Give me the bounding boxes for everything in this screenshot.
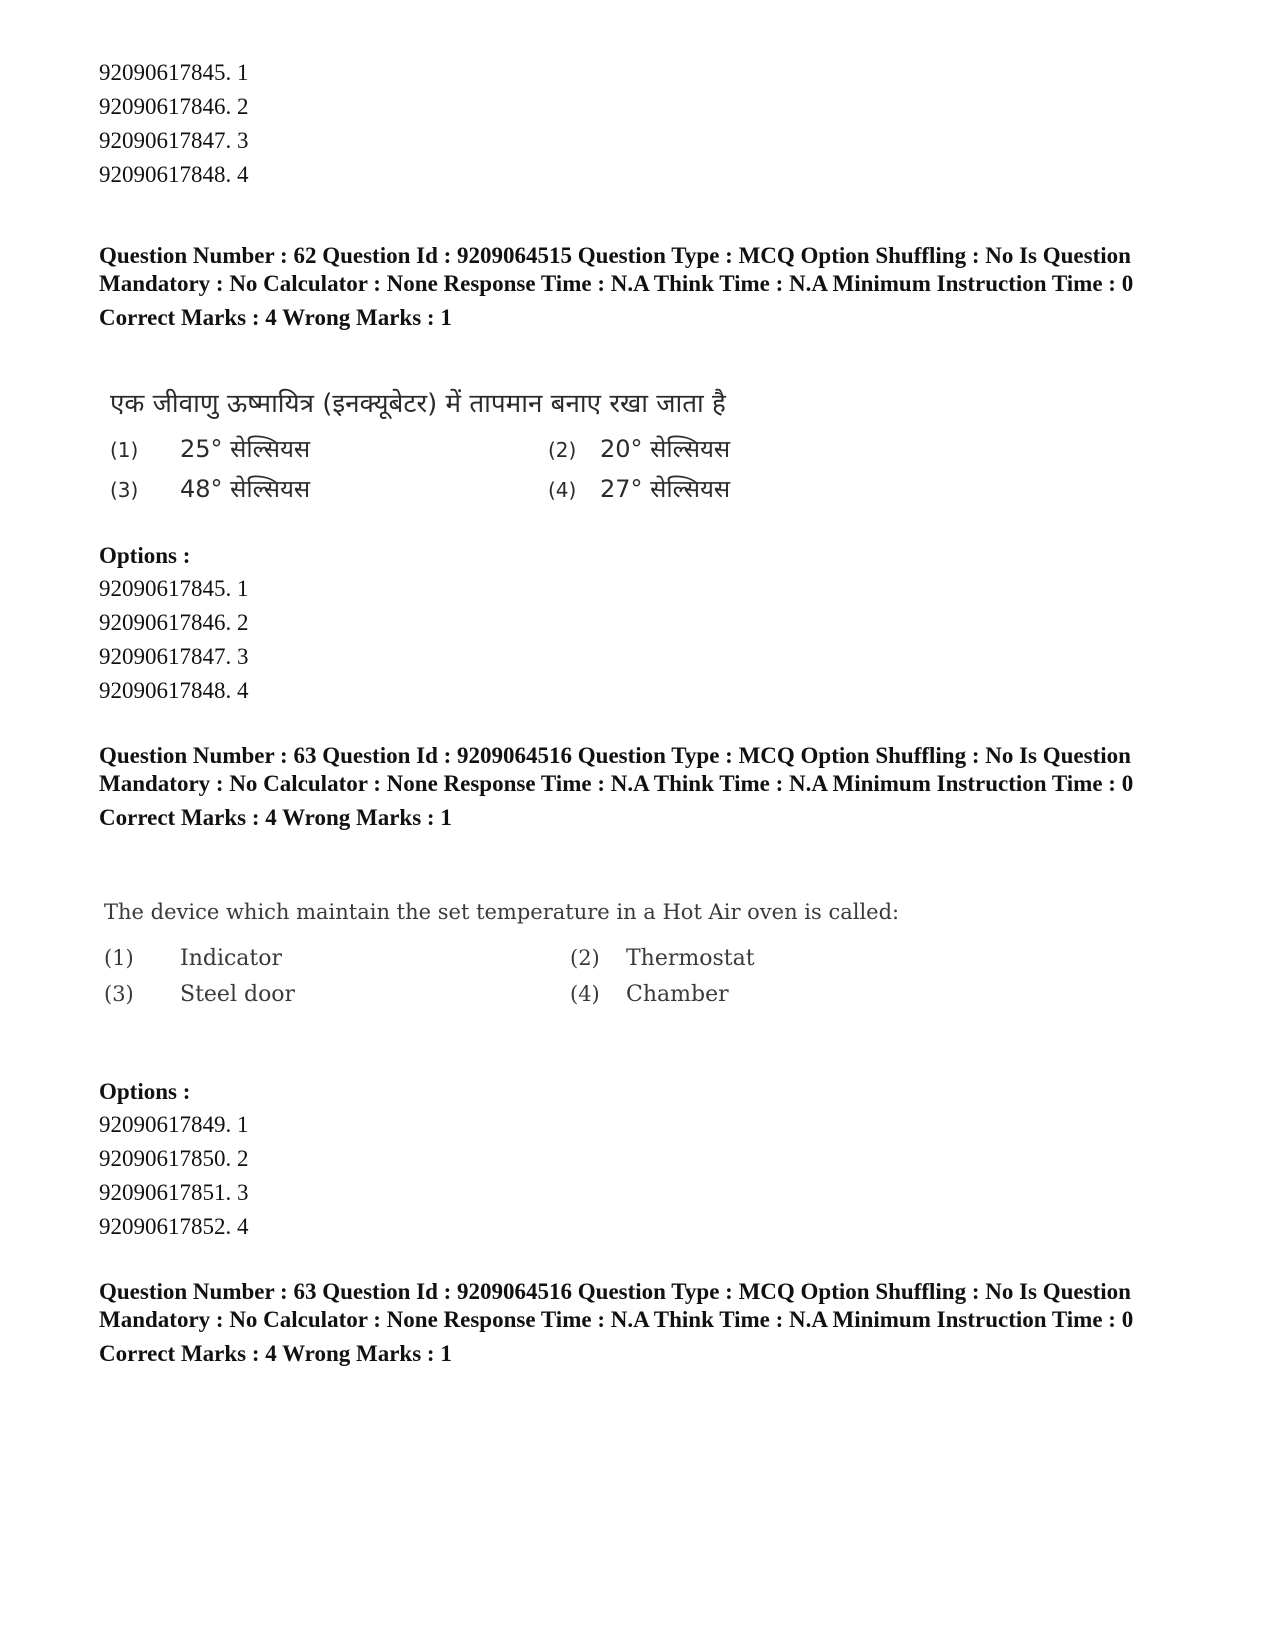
choice-text: Chamber: [626, 982, 729, 1007]
question-62-options: [99, 540, 1199, 708]
choice-number: (1): [110, 438, 139, 462]
question-meta: Question Number : 62 Question Id : 9209064515 Question Type : MCQ Option Shuffling : No Is Question Mandatory : No Calculator : None Response Time : N.A Think Time : N.A Minimum Instruction Time : 0: [99, 243, 1134, 296]
option-line: 92090617845. 1: [99, 576, 249, 601]
choice-text: 48° सेल्सियस: [180, 475, 311, 503]
option-line: 92090617847. 3: [99, 128, 249, 153]
question-62-image: [100, 380, 780, 530]
option-line: 92090617852. 4: [99, 1214, 249, 1239]
question-63-image: [100, 900, 900, 1020]
choice-text: Thermostat: [626, 946, 755, 971]
choice-number: (2): [570, 946, 600, 970]
choice-text: 25° सेल्सियस: [180, 435, 311, 463]
choice-text: 27° सेल्सियस: [600, 475, 731, 503]
choice-2: [548, 432, 730, 465]
question-meta: Question Number : 63 Question Id : 9209064516 Question Type : MCQ Option Shuffling : No Is Question Mandatory : No Calculator : None Response Time : N.A Think Time : N.A Minimum Instruction Time : 0: [99, 1279, 1134, 1332]
question-63-repeat-header: [99, 1278, 1199, 1368]
options-label: Options :: [99, 543, 191, 568]
question-meta: Question Number : 63 Question Id : 9209064516 Question Type : MCQ Option Shuffling : No Is Question Mandatory : No Calculator : None Response Time : N.A Think Time : N.A Minimum Instruction Time : 0: [99, 743, 1134, 796]
option-line: 92090617846. 2: [99, 610, 249, 635]
option-line: 92090617846. 2: [99, 94, 249, 119]
question-stem: The device which maintain the set temperature in a Hot Air oven is called:: [104, 900, 900, 924]
choice-number: (3): [104, 982, 134, 1006]
choice-4: [548, 472, 730, 505]
choice-text: Steel door: [180, 982, 296, 1007]
options-label: Options :: [99, 1079, 191, 1104]
choice-number: (4): [570, 982, 600, 1006]
choice-4: [570, 982, 729, 1007]
previous-options-list: [99, 56, 1199, 192]
choice-3: [110, 472, 310, 505]
choice-number: (1): [104, 946, 134, 970]
choice-2: [570, 946, 755, 971]
choice-number: (4): [548, 478, 577, 502]
choice-number: (3): [110, 478, 139, 502]
option-line: 92090617849. 1: [99, 1112, 249, 1137]
question-63-header: [99, 742, 1199, 832]
choice-number: (2): [548, 438, 577, 462]
choice-1: [104, 946, 282, 971]
option-line: 92090617847. 3: [99, 644, 249, 669]
option-line: 92090617845. 1: [99, 60, 249, 85]
option-line: 92090617848. 4: [99, 162, 249, 187]
question-62-header: [99, 242, 1199, 332]
question-marks: Correct Marks : 4 Wrong Marks : 1: [99, 1341, 452, 1366]
question-marks: Correct Marks : 4 Wrong Marks : 1: [99, 305, 452, 330]
question-stem: एक जीवाणु ऊष्मायित्र (इनक्यूबेटर) में तापमान बनाए रखा जाता है: [110, 389, 726, 419]
option-line: 92090617851. 3: [99, 1180, 249, 1205]
option-line: 92090617850. 2: [99, 1146, 249, 1171]
question-marks: Correct Marks : 4 Wrong Marks : 1: [99, 805, 452, 830]
choice-3: [104, 982, 295, 1007]
choice-text: 20° सेल्सियस: [600, 435, 731, 463]
choice-text: Indicator: [180, 946, 283, 971]
choice-1: [110, 432, 310, 465]
question-63-options: [99, 1076, 1199, 1244]
option-line: 92090617848. 4: [99, 678, 249, 703]
